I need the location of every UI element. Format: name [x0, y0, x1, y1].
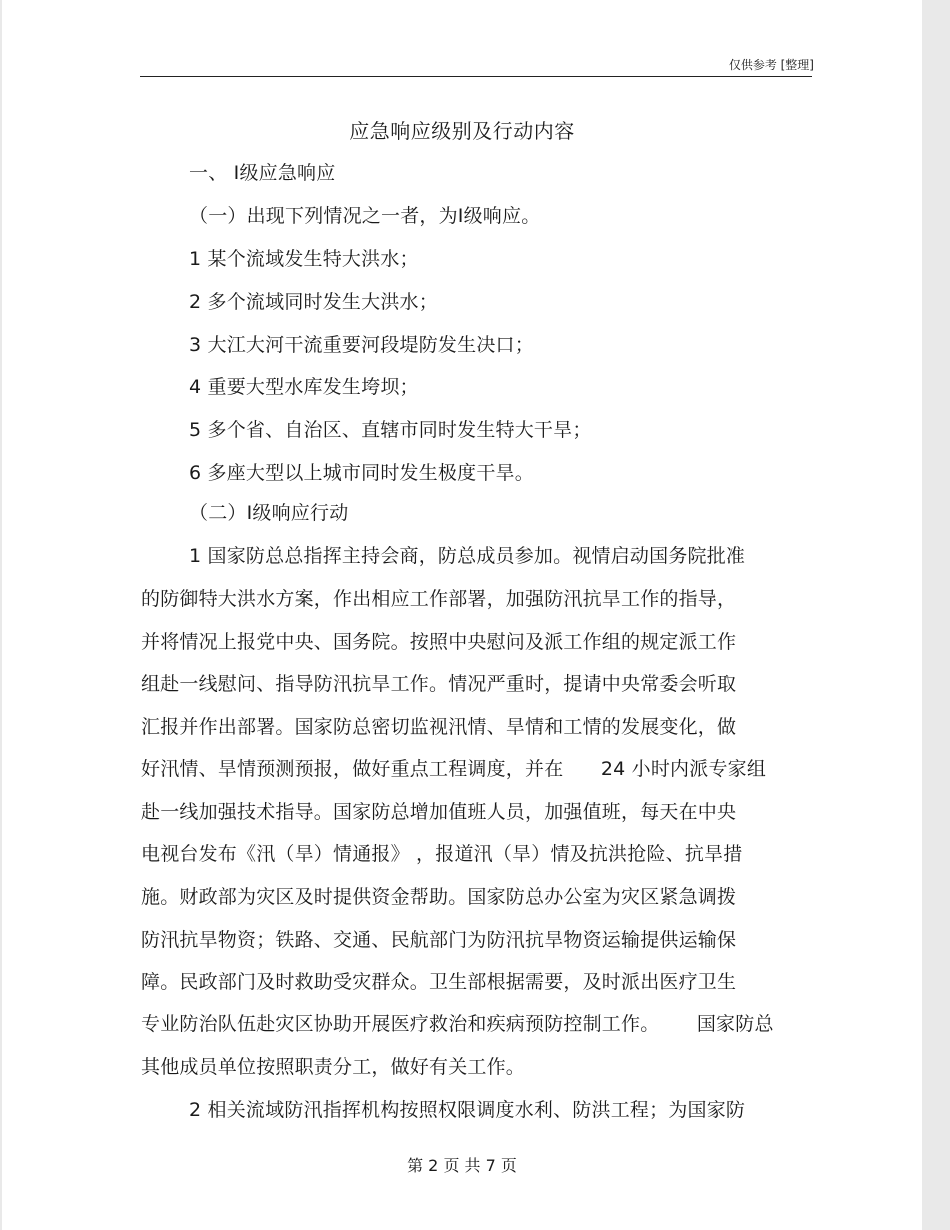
- list-item: 4 重要大型水库发生垮坝；: [189, 376, 419, 398]
- list-item: 2 多个流域同时发生大洪水；: [189, 291, 438, 313]
- paragraph-line: 其他成员单位按照职责分工，做好有关工作。: [141, 1056, 526, 1078]
- paragraph-line: 好汛情、旱情预测预报，做好重点工程调度，并在 24 小时内派专家组: [141, 758, 767, 780]
- paragraph-line: 组赴一线慰问、指导防汛抗旱工作。情况严重时，提请中央常委会听取: [141, 673, 737, 695]
- paragraph-line: 汇报并作出部署。国家防总密切监视汛情、旱情和工情的发展变化，做: [141, 716, 737, 738]
- paragraph-line: 赴一线加强技术指导。国家防总增加值班人员，加强值班，每天在中央: [141, 801, 737, 823]
- page-number: 第 2 页 共 7 页: [407, 1156, 517, 1175]
- section-heading: 一、 Ⅰ级应急响应: [189, 162, 336, 184]
- document-page: [2, 0, 922, 1230]
- paragraph-line: 障。民政部门及时救助受灾群众。卫生部根据需要，及时派出医疗卫生: [141, 971, 737, 993]
- list-item: 6 多座大型以上城市同时发生极度干旱。: [189, 462, 534, 484]
- subsection-heading: （一）出现下列情况之一者，为Ⅰ级响应。: [189, 205, 541, 227]
- paragraph-line: 的防御特大洪水方案，作出相应工作部署，加强防汛抗旱工作的指导，: [141, 588, 737, 610]
- subsection-heading: （二）Ⅰ级响应行动: [189, 502, 349, 524]
- paragraph-line: 专业防治队伍赴灾区协助开展医疗救治和疾病预防控制工作。 国家防总: [141, 1013, 774, 1035]
- list-item: 3 大江大河干流重要河段堤防发生决口；: [189, 334, 534, 356]
- paragraph-line: 施。财政部为灾区及时提供资金帮助。国家防总办公室为灾区紧急调拨: [141, 886, 737, 908]
- paragraph-line: 2 相关流域防汛指挥机构按照权限调度水利、防洪工程；为国家防: [189, 1099, 746, 1121]
- paragraph-line: 防汛抗旱物资；铁路、交通、民航部门为防汛抗旱物资运输提供运输保: [141, 929, 737, 951]
- paragraph-line: 并将情况上报党中央、国务院。按照中央慰问及派工作组的规定派工作: [141, 631, 737, 653]
- paragraph-line: 1 国家防总总指挥主持会商，防总成员参加。视情启动国务院批准: [189, 545, 746, 567]
- paragraph-line: 电视台发布《汛（旱）情通报》 ，报道汛（旱）情及抗洪抢险、抗旱措: [141, 843, 743, 865]
- header-note: 仅供参考 [整理]: [728, 58, 814, 72]
- document-title: 应急响应级别及行动内容: [349, 119, 575, 143]
- list-item: 5 多个省、自治区、直辖市同时发生特大干旱；: [189, 419, 592, 441]
- header-divider: [140, 76, 812, 77]
- list-item: 1 某个流域发生特大洪水；: [189, 248, 419, 270]
